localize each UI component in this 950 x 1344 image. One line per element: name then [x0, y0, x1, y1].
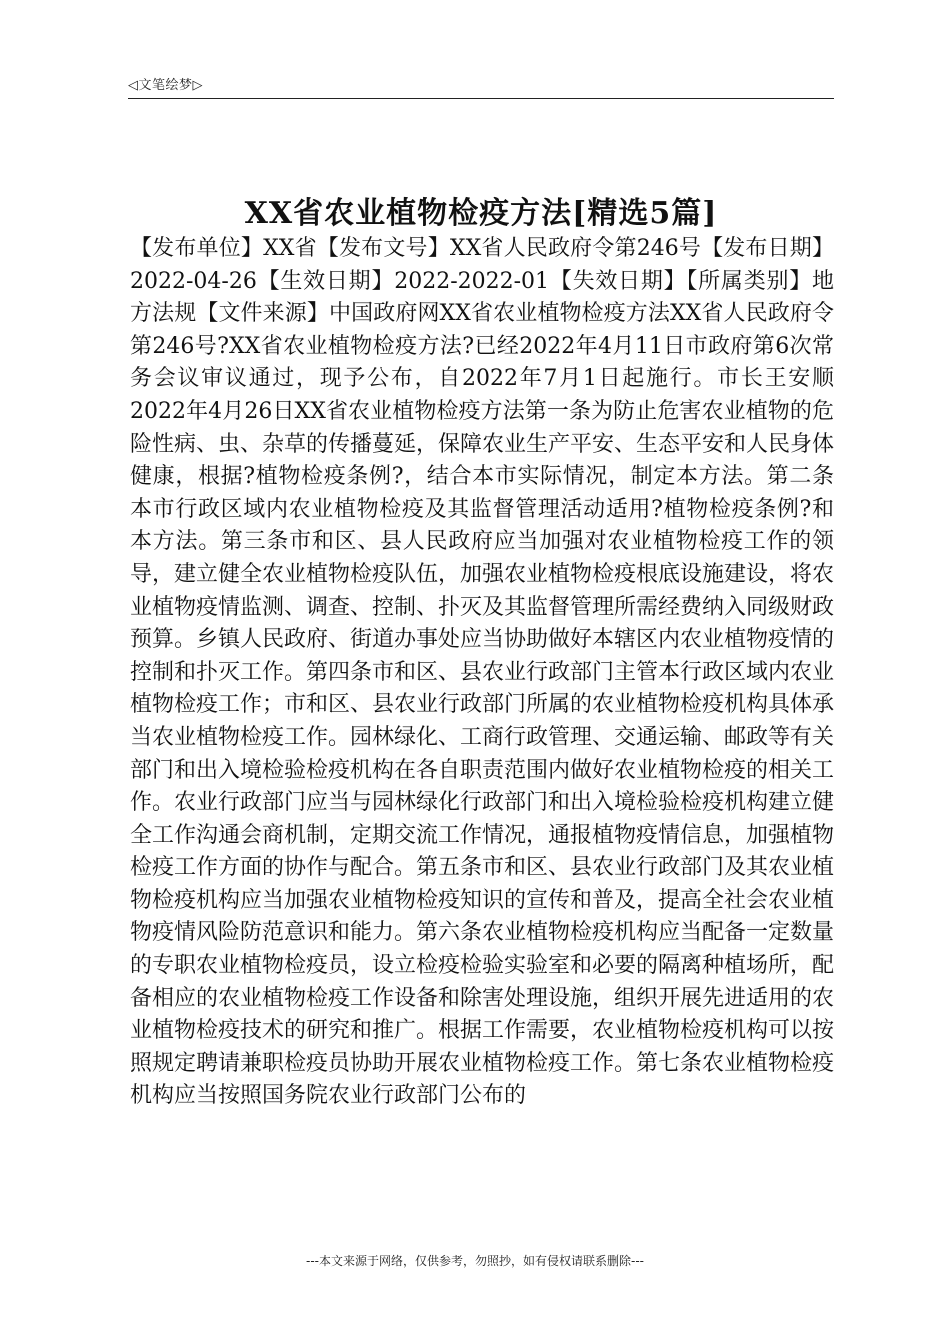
page-footer: ---本文来源于网络，仅供参考，勿照抄，如有侵权请联系删除--- — [306, 1254, 644, 1268]
page-header — [128, 72, 834, 99]
document-title: XX省农业植物检疫方法[精选5篇] — [244, 196, 718, 231]
document-body: 【发布单位】XX省【发布文号】XX省人民政府令第246号【发布日期】2022-04-26【生效日期】2022-2022-01【失效日期】【所属类别】地方法规【文件来源】中国政府网XX省农业植物检疫方法XX省人民政府令第246号?XX省农业植物检疫方法?已经2022年4月11日市政府第6次常务会议审议通过，现予公布，自2022年7月1日起施行。市长王安顺2022年4月26日XX省农业植物检疫方法第一条为防止危害农业植物的危险性病、虫、杂草的传播蔓延，保障农业生产平安、生态平安和人民身体健康，根据?植物检疫条例?，结合本市实际情况，制定本方法。第二条本市行政区域内农业植物检疫及其监督管理活动适用?植物检疫条例?和本方法。第三条市和区、县人民政府应当加强对农业植物检疫工作的领导，建立健全农业植物检疫队伍，加强农业植物检疫根底设施建设，将农业植物疫情监测、调查、控制、扑灭及其监督管理所需经费纳入同级财政预算。乡镇人民政府、街道办事处应当协助做好本辖区内农业植物疫情的控制和扑灭工作。第四条市和区、县农业行政部门主管本行政区域内农业植物检疫工作；市和区、县农业行政部门所属的农业植物检疫机构具体承当农业植物检疫工作。园林绿化、工商行政管理、交通运输、邮政等有关部门和出入境检验检疫机构在各自职责范围内做好农业植物检疫的相关工作。农业行政部门应当与园林绿化行政部门和出入境检验检疫机构建立健全工作沟通会商机制，定期交流工作情况，通报植物疫情信息，加强植物检疫工作方面的协作与配合。第五条市和区、县农业行政部门及其农业植物检疫机构应当加强农业植物检疫知识的宣传和普及，提高全社会农业植物疫情风险防范意识和能力。第六条农业植物检疫机构应当配备一定数量的专职农业植物检疫员，设立检疫检验实验室和必要的隔离种植场所，配备相应的农业植物检疫工作设备和除害处理设施，组织开展先进适用的农业植物检疫技术的研究和推广。根据工作需要，农业植物检疫机构可以按照规定聘请兼职检疫员协助开展农业植物检疫工作。第七条农业植物检疫机构应当按照国务院农业行政部门公布的 — [130, 236, 834, 1109]
header-text: ◁文笔绘梦▷ — [128, 78, 203, 93]
